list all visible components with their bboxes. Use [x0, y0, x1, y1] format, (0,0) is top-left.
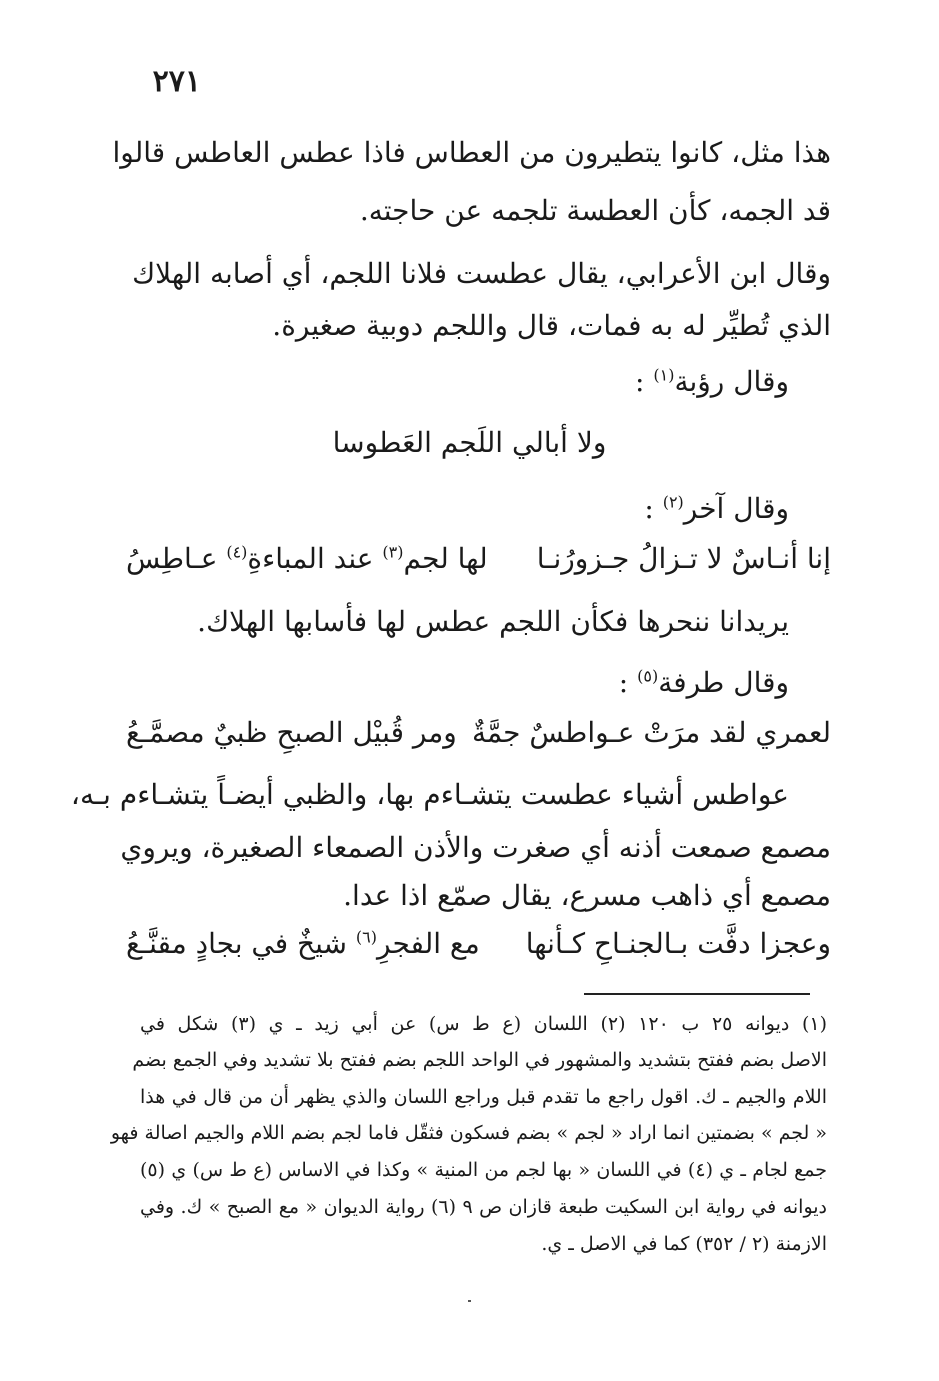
footnote-line: الازمنة (٢ / ٣٥٢) كما في الاصل ـ ي. — [541, 1233, 827, 1255]
quote-intro-colon: : — [644, 492, 654, 525]
footnote-line: الاصل بضم ففتح بتشديد والمشهور في الواحد اللجم بضم ففتح بلا تشديد وفي الجمع بضم — [132, 1049, 827, 1071]
footnote-line: (١) ديوانه ٢٥ ب ١٢٠ (٢) اللسان (ع ط س) عن أبي زيد ـ ي (٣) شكل في — [140, 1013, 828, 1035]
body-line: مصمع أي ذاهب مسرع، يقال صمّع اذا عدا. — [343, 879, 831, 912]
verse-first-hemistich: إنا أنـاسٌ لا تـزالُ جـزورُنـا — [536, 542, 831, 575]
verse-line: ولا أبالي اللَجم العَطوسا — [332, 426, 607, 459]
footnote-separator — [584, 993, 810, 995]
body-line: الذي تُطيِّر له به فمات، قال واللجم دوبية صغيرة. — [272, 309, 831, 342]
body-line: قد الجمه، كأن العطسة تلجمه عن حاجته. — [359, 194, 831, 227]
verse-first-hemistich: لعمري لقد مرَتْ عـواطسٌ جمَّةٌ — [471, 716, 831, 749]
quote-intro-colon: : — [635, 365, 645, 398]
verse-second-hemistich: ومر قُبيْل الصبحِ ظبيٌ مصمَّـعُ — [126, 716, 457, 749]
footnote-line: « لجم » بضمتين انما اراد « لجم » بضم فسكون فثقّل فاما لجم بضم اللام والجيم اصالة فهو — [110, 1122, 827, 1144]
footnote-ref: (١) — [653, 365, 675, 385]
footnote-ref: (٤) — [226, 542, 248, 562]
verse-text: عـاطِسُ — [126, 542, 227, 575]
quote-intro-text: وقال آخر — [683, 492, 789, 525]
footnote-ref: (٦) — [355, 927, 377, 947]
verse-line — [126, 537, 831, 581]
verse-text: مع الفجرِ — [377, 927, 480, 960]
verse-second-hemistich — [126, 922, 480, 966]
footnote-line: ديوانه في رواية ابن السكيت طبعة قازان ص ٩ (٦) رواية الديوان « مع الصبح » ك. وفي — [140, 1196, 828, 1218]
body-line: مصمع صمعت أذنه أي صغرت والأذن الصمعاء الصغيرة، ويروي — [120, 831, 831, 864]
quote-intro-text: وقال رؤبة — [674, 365, 789, 398]
verse-second-hemistich — [126, 537, 488, 581]
footnote-line: اللام والجيم ـ ك. اقول راجع ما تقدم قبل وراجع اللسان والذي يظهر أن من قال في هذا — [140, 1086, 827, 1108]
scan-speck — [468, 1300, 471, 1302]
page-number: ٢٧١ — [152, 64, 201, 99]
quote-intro — [635, 360, 789, 404]
body-line: هذا مثل، كانوا يتطيرون من العطاس فاذا عطس العاطس قالوا — [112, 136, 831, 169]
quote-intro-colon: : — [618, 666, 629, 699]
body-line: وقال ابن الأعرابي، يقال عطست فلانا اللجم، أي أصابه الهلاك — [132, 257, 831, 290]
verse-text: عند المباءةِ — [247, 542, 383, 575]
quote-intro — [619, 661, 789, 705]
footnote-line: جمع لجام ـ ي (٤) في اللسان « بها لجم من المنية » وكذا في الاساس (ع ط س) ي (٥) — [140, 1159, 828, 1181]
quote-intro — [644, 487, 789, 531]
footnote-ref: (٢) — [662, 492, 684, 512]
verse-line — [126, 922, 831, 966]
verse-line — [126, 711, 831, 755]
verse-text: لها لجم — [403, 542, 488, 575]
quote-intro-text: وقال طرفة — [658, 666, 789, 699]
body-line: عواطس أشياء عطست يتشـاءم بها، والظبي أيضـاً يتشـاءم بـه، — [70, 778, 789, 811]
verse-text: شيخٌ في بجادٍ مقنَّـعُ — [126, 927, 356, 960]
verse-first-hemistich: وعجزا دفَّت بـالجنـاحِ كـأنها — [525, 927, 831, 960]
footnote-ref: (٥) — [637, 666, 659, 686]
footnote-ref: (٣) — [382, 542, 404, 562]
body-line: يريدانا ننحرها فكأن اللجم عطس لها فأسابها الهلاك. — [197, 605, 789, 638]
